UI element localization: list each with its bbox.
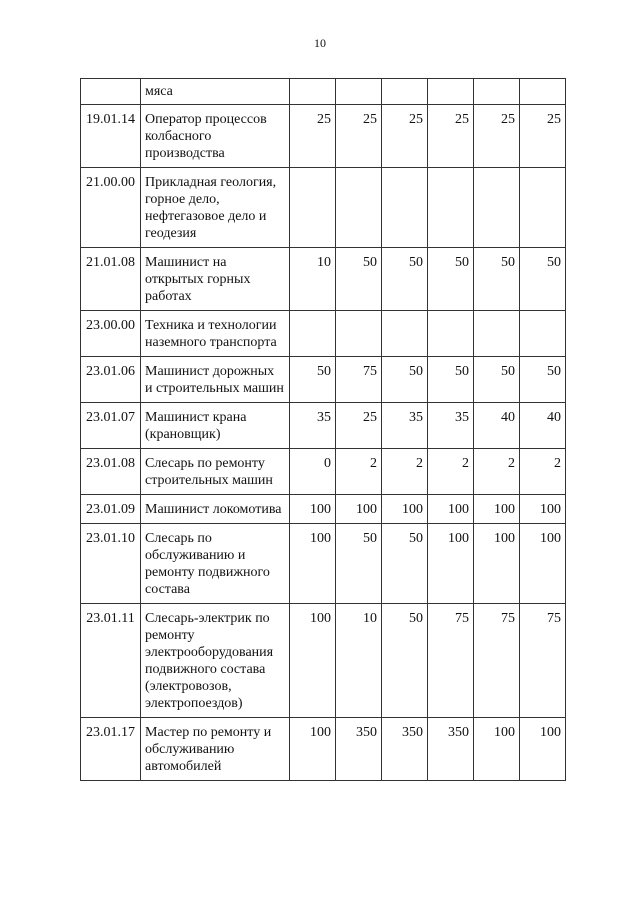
- value-cell: 50: [474, 357, 520, 403]
- value-cell: 35: [290, 403, 336, 449]
- value-cell: [428, 79, 474, 105]
- value-cell: 2: [474, 449, 520, 495]
- value-cell: 100: [336, 495, 382, 524]
- value-cell: [428, 311, 474, 357]
- name-cell: мяса: [141, 79, 290, 105]
- value-cell: [382, 311, 428, 357]
- value-cell: 100: [428, 495, 474, 524]
- value-cell: [474, 311, 520, 357]
- value-cell: 50: [520, 248, 566, 311]
- table-row: [81, 168, 566, 248]
- value-cell: [474, 79, 520, 105]
- table-body: [81, 79, 566, 781]
- table-row: [81, 403, 566, 449]
- table-row: [81, 449, 566, 495]
- value-cell: 75: [336, 357, 382, 403]
- value-cell: [290, 311, 336, 357]
- code-cell: 23.01.11: [81, 604, 141, 718]
- value-cell: 100: [428, 524, 474, 604]
- name-cell: Оператор процессов колбасного производства: [141, 105, 290, 168]
- name-cell: Машинист на открытых горных работах: [141, 248, 290, 311]
- page-number: 10: [314, 36, 326, 50]
- table-row: [81, 79, 566, 105]
- value-cell: [336, 168, 382, 248]
- table-row: [81, 105, 566, 168]
- value-cell: 75: [428, 604, 474, 718]
- table-row: [81, 524, 566, 604]
- value-cell: [428, 168, 474, 248]
- code-cell: 21.00.00: [81, 168, 141, 248]
- value-cell: 50: [428, 248, 474, 311]
- value-cell: [474, 168, 520, 248]
- value-cell: 100: [520, 524, 566, 604]
- code-cell: 19.01.14: [81, 105, 141, 168]
- value-cell: [520, 168, 566, 248]
- table-row: [81, 248, 566, 311]
- code-cell: 21.01.08: [81, 248, 141, 311]
- value-cell: 25: [428, 105, 474, 168]
- table-row: [81, 604, 566, 718]
- code-cell: 23.01.08: [81, 449, 141, 495]
- name-cell: Слесарь-электрик по ремонту электрооборудования подвижного состава (электровозов, электропоездов): [141, 604, 290, 718]
- value-cell: 25: [382, 105, 428, 168]
- value-cell: 25: [520, 105, 566, 168]
- name-cell: Мастер по ремонту и обслуживанию автомобилей: [141, 718, 290, 781]
- value-cell: 50: [336, 524, 382, 604]
- name-cell: Машинист крана (крановщик): [141, 403, 290, 449]
- value-cell: 10: [336, 604, 382, 718]
- value-cell: 100: [474, 524, 520, 604]
- name-cell: Слесарь по обслуживанию и ремонту подвижного состава: [141, 524, 290, 604]
- table-row: [81, 357, 566, 403]
- value-cell: 2: [428, 449, 474, 495]
- value-cell: 10: [290, 248, 336, 311]
- value-cell: [520, 311, 566, 357]
- value-cell: 0: [290, 449, 336, 495]
- code-cell: 23.01.07: [81, 403, 141, 449]
- specialties-table: [80, 78, 566, 781]
- value-cell: 50: [428, 357, 474, 403]
- value-cell: 100: [290, 524, 336, 604]
- value-cell: 100: [290, 718, 336, 781]
- value-cell: 350: [382, 718, 428, 781]
- value-cell: 100: [290, 604, 336, 718]
- name-cell: Техника и технологии наземного транспорта: [141, 311, 290, 357]
- code-cell: [81, 79, 141, 105]
- code-cell: 23.00.00: [81, 311, 141, 357]
- value-cell: 2: [520, 449, 566, 495]
- value-cell: [520, 79, 566, 105]
- value-cell: 100: [474, 718, 520, 781]
- value-cell: 50: [382, 524, 428, 604]
- value-cell: 25: [336, 105, 382, 168]
- value-cell: 40: [520, 403, 566, 449]
- name-cell: Машинист дорожных и строительных машин: [141, 357, 290, 403]
- value-cell: 350: [428, 718, 474, 781]
- table-row: [81, 495, 566, 524]
- value-cell: 50: [336, 248, 382, 311]
- value-cell: 100: [520, 495, 566, 524]
- value-cell: 350: [336, 718, 382, 781]
- value-cell: [382, 79, 428, 105]
- name-cell: Прикладная геология, горное дело, нефтегазовое дело и геодезия: [141, 168, 290, 248]
- value-cell: 2: [382, 449, 428, 495]
- value-cell: 50: [382, 248, 428, 311]
- value-cell: 2: [336, 449, 382, 495]
- name-cell: Слесарь по ремонту строительных машин: [141, 449, 290, 495]
- value-cell: 35: [382, 403, 428, 449]
- value-cell: 25: [290, 105, 336, 168]
- value-cell: [290, 168, 336, 248]
- value-cell: [382, 168, 428, 248]
- code-cell: 23.01.09: [81, 495, 141, 524]
- value-cell: 25: [474, 105, 520, 168]
- value-cell: [290, 79, 336, 105]
- value-cell: 75: [520, 604, 566, 718]
- value-cell: 100: [290, 495, 336, 524]
- value-cell: [336, 311, 382, 357]
- value-cell: 100: [382, 495, 428, 524]
- value-cell: 25: [336, 403, 382, 449]
- code-cell: 23.01.06: [81, 357, 141, 403]
- value-cell: 75: [474, 604, 520, 718]
- value-cell: 50: [474, 248, 520, 311]
- name-cell: Машинист локомотива: [141, 495, 290, 524]
- code-cell: 23.01.10: [81, 524, 141, 604]
- value-cell: 100: [520, 718, 566, 781]
- table-row: [81, 718, 566, 781]
- code-cell: 23.01.17: [81, 718, 141, 781]
- value-cell: 50: [520, 357, 566, 403]
- value-cell: 50: [382, 357, 428, 403]
- value-cell: 35: [428, 403, 474, 449]
- value-cell: 100: [474, 495, 520, 524]
- value-cell: 50: [290, 357, 336, 403]
- value-cell: [336, 79, 382, 105]
- value-cell: 40: [474, 403, 520, 449]
- table-row: [81, 311, 566, 357]
- value-cell: 50: [382, 604, 428, 718]
